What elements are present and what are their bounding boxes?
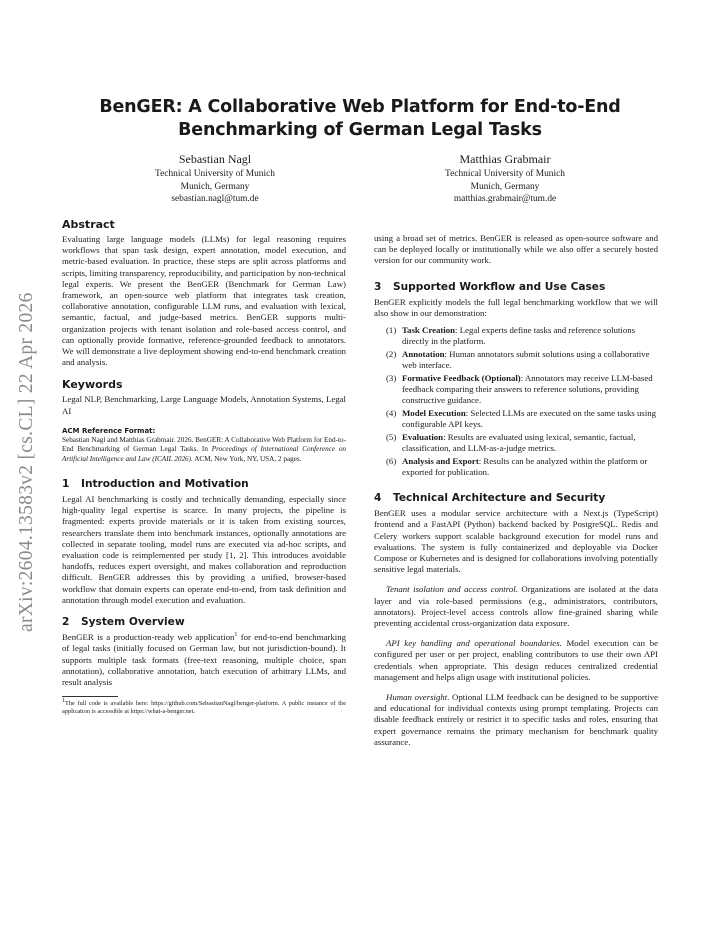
paragraph-lead: API key handling and operational boundaries. <box>386 638 562 649</box>
footnote-divider <box>62 696 118 697</box>
list-item-text: : Results are evaluated using lexical, semantic, factual, classification, and LLM-as-a-judge metrics. <box>402 431 636 454</box>
list-item <box>374 349 658 371</box>
paragraph-text: Organizations are isolated at the data layer and via role-based permissions (e.g., administrators, contributors, annotators). Project-level access controls allow fine-grained sharing while preventing accidental cross-organization data exposure. <box>374 584 658 628</box>
section-number: 3 <box>374 280 382 293</box>
paragraph-api-keys <box>374 638 658 683</box>
list-item-label: Evaluation <box>402 431 444 442</box>
section-number: 2 <box>62 616 70 629</box>
author-name: Matthias Grabmair <box>459 152 551 166</box>
list-item-label: Task Creation <box>402 325 456 336</box>
acm-reference <box>62 427 346 464</box>
paragraph-lead: Human oversight. <box>386 692 450 702</box>
section-text: BenGER uses a modular service architecture with a Next.js (TypeScript) frontend and a FastAPI (Python) backend backed by PostgreSQL. Redis and Celery workers support scalable background execution for model runs and evaluations. The system is fully containerized and deployable via Docker Compose or Kubernetes and is designed for collaborations involving potentially sensitive legal materials. <box>374 508 658 575</box>
section-architecture <box>374 492 658 748</box>
list-item-label: Model Execution <box>402 407 466 418</box>
section-text: using a broad set of metrics. BenGER is released as open-source software and can be deployed locally or institutionally while we also offer a securely hosted version for our community work. <box>374 233 658 266</box>
list-item-number: (6) <box>386 455 397 466</box>
section-text <box>62 632 346 688</box>
system-overview-continuation <box>374 233 658 267</box>
section-number: 4 <box>374 492 382 505</box>
list-item-text: : Human annotators submit solutions using a collaborative web interface. <box>402 348 650 371</box>
author-affiliation: Technical University of Munich <box>155 169 275 179</box>
list-item-number: (3) <box>386 372 397 383</box>
list-item <box>374 456 658 478</box>
list-item <box>374 408 658 430</box>
section-heading <box>374 281 658 294</box>
list-item-number: (2) <box>386 348 397 359</box>
section-text: Legal AI benchmarking is costly and technically demanding, especially since high-quality legal expertise is scarce. In many projects, the pipeline is fragmented: experts provide materials or it is taken from existing sources, researchers translate them into benchmark instances, optionally annotations are collected in separate tooling, model runs are executed via ad-hoc scripts, and evaluation code is reimplemented per study [1, 2]. This introduces avoidable handoffs, reduces expert oversight, and makes collaboration and reproduction difficult. BenGER addresses this by providing a unified, browser-based workflow that domain experts can operate end-to-end, from task definition and annotation through model execution and evaluation. <box>62 494 346 605</box>
list-item <box>374 432 658 454</box>
left-column <box>62 218 346 716</box>
author-location: Munich, Germany <box>180 181 250 192</box>
list-item <box>374 373 658 407</box>
section-heading <box>62 616 346 629</box>
list-item-text: : Legal experts define tasks and reference solutions directly in the platform. <box>402 325 636 347</box>
footnote-number: 1 <box>62 698 65 705</box>
footnote-text: The full code is available here: https://github.com/SebastianNagl/benger-platform. A public instance of the application is accessible at https://what-a-benger.net. <box>62 700 346 716</box>
list-item <box>374 325 658 347</box>
section-system-overview <box>62 616 346 688</box>
arxiv-identifier-stamp: arXiv:2604.13583v2 [cs.CL] 22 Apr 2026 <box>16 292 37 632</box>
keywords-text: Legal NLP, Benchmarking, Large Language Models, Annotation Systems, Legal AI <box>62 394 346 416</box>
author-name: Sebastian Nagl <box>178 152 252 166</box>
section-title: Introduction and Motivation <box>81 478 249 491</box>
footnote-marker: 1 <box>234 632 238 639</box>
list-item-number: (1) <box>386 325 397 336</box>
author-location: Munich, Germany <box>470 181 540 192</box>
section-title: System Overview <box>81 616 185 629</box>
keywords-section <box>62 378 346 416</box>
section-title: Technical Architecture and Security <box>393 492 606 505</box>
acm-reference-heading: ACM Reference Format: <box>62 426 156 435</box>
right-column <box>374 233 658 758</box>
list-item-text: : Results can be analyzed within the platform or exported for publication. <box>402 455 648 477</box>
abstract-heading: Abstract <box>62 218 115 231</box>
section-text-end: for end-to-end benchmarking of legal tasks (initially focused on German law, but not jurisdiction-bound). It supports multiple task formats (free-text reasoning, multiple choice, span annotation), collaborative annotation, batch execution of arbitrary LLMs, and result analysis <box>62 632 346 687</box>
author-affiliation: Technical University of Munich <box>445 169 565 179</box>
list-item-label: Formative Feedback (Optional) <box>402 372 521 383</box>
acm-reference-authors: Sebastian Nagl and Matthias Grabmair. 2026. BenGER: A Collaborative Web Platform for End-to-End Benchmarking of German Legal Tasks. In <box>62 435 346 454</box>
workflow-list <box>374 325 658 478</box>
paragraph-text: Model execution can be configured per user or per project, enabling contributors to use their own API credentials when appropriate. This design reduces centralized credential management and helps align usage with institutional policies. <box>374 638 658 682</box>
section-workflow <box>374 281 658 479</box>
section-text: BenGER explicitly models the full legal benchmarking workflow that we will also show in our demonstration: <box>374 296 658 318</box>
author-email: sebastian.nagl@tum.de <box>171 194 259 205</box>
paper-title: BenGER: A Collaborative Web Platform for End-to-End Benchmarking of German Legal Tasks <box>99 97 621 140</box>
list-item-number: (5) <box>386 431 397 442</box>
paragraph-text: Optional LLM feedback can be designed to be supportive and educational for individual contexts using prompt templating. Projects can disable feedback entirely or restrict it to specific tasks and roles, ensuring that expert governance remains the primary mechanism for benchmark quality assurance. <box>374 692 659 747</box>
footnote <box>62 700 346 716</box>
list-item-text: : Annotators may receive LLM-based feedback comparing their answers to reference solutions, providing constructive guidance. <box>402 372 653 406</box>
keywords-heading: Keywords <box>62 378 123 392</box>
abstract-section <box>62 218 346 368</box>
section-title: Supported Workflow and Use Cases <box>393 280 606 293</box>
section-heading <box>374 492 658 505</box>
acm-reference-publisher: ACM, New York, NY, USA, 2 pages. <box>192 454 302 463</box>
list-item-label: Annotation <box>402 348 445 359</box>
paragraph-human-oversight <box>374 692 658 748</box>
section-text-start: BenGER is a production-ready web application <box>62 632 235 643</box>
section-number: 1 <box>62 478 70 491</box>
paragraph-lead: Tenant isolation and access control. <box>386 584 518 595</box>
list-item-label: Analysis and Export <box>402 455 479 466</box>
author-email: matthias.grabmair@tum.de <box>453 194 557 205</box>
section-introduction <box>62 478 346 606</box>
list-item-text: : Selected LLMs are executed on the same tasks using configurable API keys. <box>402 407 657 430</box>
list-item-number: (4) <box>386 407 397 418</box>
paragraph-tenant-isolation <box>374 584 658 629</box>
author-block <box>385 152 625 206</box>
acm-reference-venue: Proceedings of International Conference on Artificial Intelligence and Law (ICAIL 2026). <box>62 445 347 463</box>
abstract-text: Evaluating large language models (LLMs) for legal reasoning requires workflows that span task design, expert annotation, model execution, and metric-based evaluation. In practice, these steps are split across platforms and scripts, limiting transparency, reproducibility, and participation by non-technical legal experts. We present the BenGER (Benchmark for German Law) framework, an open-source web platform that integrates task creation, collaborative annotation, configurable LLM runs, and evaluation with lexical, semantic, factual, and judge-based metrics. BenGER supports multi-organization projects with tenant isolation and role-based access control, and can optionally provide formative, reference-grounded feedback to annotators. We will demonstrate a live deployment showing end-to-end benchmark creation and analysis. <box>62 234 346 368</box>
author-block <box>95 152 335 206</box>
acm-reference-text <box>62 436 346 464</box>
section-heading <box>62 478 346 491</box>
